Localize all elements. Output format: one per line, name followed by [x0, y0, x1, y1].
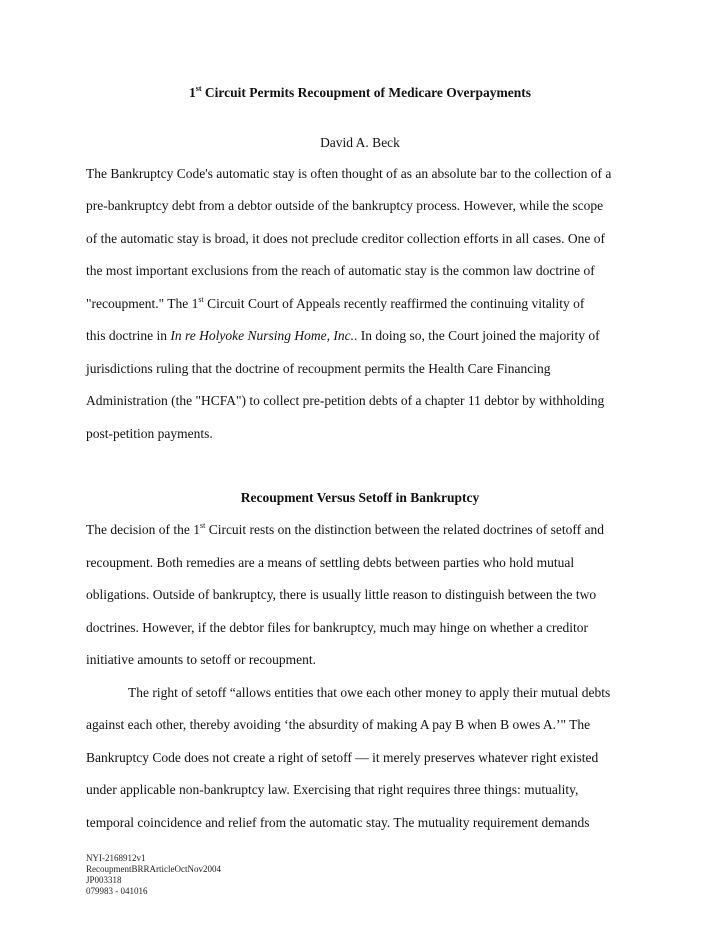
title-ordinal-number: 1 [189, 85, 196, 100]
ordinal-suffix: st [198, 295, 204, 304]
ordinal-suffix: st [199, 521, 206, 530]
text-run: The decision of the 1 [86, 522, 200, 537]
article-title [0, 84, 720, 102]
text-run: Circuit rests on the distinction between the related doctrines of setoff and [205, 522, 604, 537]
footer-doc-id: NYI-2168912v1 [86, 853, 146, 863]
paragraph-3-line: The right of setoff “allows entities that owe each other money to apply their mutual debts [128, 685, 611, 700]
document-footer [86, 853, 221, 897]
paragraph-2-line: initiative amounts to setoff or recoupment. [86, 652, 316, 667]
paragraph-1-line: of the automatic stay is broad, it does not preclude creditor collection efforts in all cases. One of [86, 231, 605, 246]
paragraph-3-line: under applicable non-bankruptcy law. Exercising that right requires three things: mutuality, [86, 782, 579, 797]
paragraph-1-line: Administration (the "HCFA") to collect pre-petition debts of a chapter 11 debtor by withholding [86, 393, 605, 408]
text-run: this doctrine in [86, 328, 171, 343]
text-run: "recoupment." The 1 [86, 296, 199, 311]
paragraph-1-line [86, 295, 686, 313]
footer-matter: 079983 - 041016 [86, 886, 148, 896]
paragraph-3-line: Bankruptcy Code does not create a right of setoff — it merely preserves whatever right existed [86, 750, 599, 765]
paragraph-3-line: temporal coincidence and relief from the automatic stay. The mutuality requirement demands [86, 815, 590, 830]
title-text: Circuit Permits Recoupment of Medicare Overpayments [201, 85, 531, 100]
title-ordinal-suffix: st [195, 84, 202, 93]
paragraph-3-line: against each other, thereby avoiding ‘the absurdity of making A pay B when B owes A.’" The [86, 717, 591, 732]
paragraph-2-line: doctrines. However, if the debtor files for bankruptcy, much may hinge on whether a creditor [86, 620, 589, 635]
paragraph-2-line: recoupment. Both remedies are a means of settling debts between parties who hold mutual [86, 555, 575, 570]
section-heading: Recoupment Versus Setoff in Bankruptcy [240, 490, 480, 505]
paragraph-2-line: obligations. Outside of bankruptcy, there is usually little reason to distinguish between the two [86, 587, 597, 602]
paragraph-1-line: pre-bankruptcy debt from a debtor outside of the bankruptcy process. However, while the scope [86, 198, 604, 213]
paragraph-1-line: The Bankruptcy Code's automatic stay is often thought of as an absolute bar to the collection of a [86, 166, 612, 181]
text-run: Circuit Court of Appeals recently reaffirmed the continuing vitality of [203, 296, 585, 311]
footer-file-name: RecoupmentBRRArticleOctNov2004 [86, 864, 221, 874]
text-run: . In doing so, the Court joined the majority of [353, 328, 600, 343]
paragraph-1-line: post-petition payments. [86, 426, 213, 441]
paragraph-2-line [86, 521, 686, 539]
author-name: David A. Beck [320, 135, 400, 150]
paragraph-1-line: jurisdictions ruling that the doctrine of recoupment permits the Health Care Financing [86, 361, 551, 376]
paragraph-1-line: the most important exclusions from the reach of automatic stay is the common law doctrine of [86, 263, 595, 278]
case-citation: In re Holyoke Nursing Home, Inc. [170, 328, 354, 343]
footer-code: JP003318 [86, 875, 122, 885]
paragraph-1-line [86, 327, 686, 345]
